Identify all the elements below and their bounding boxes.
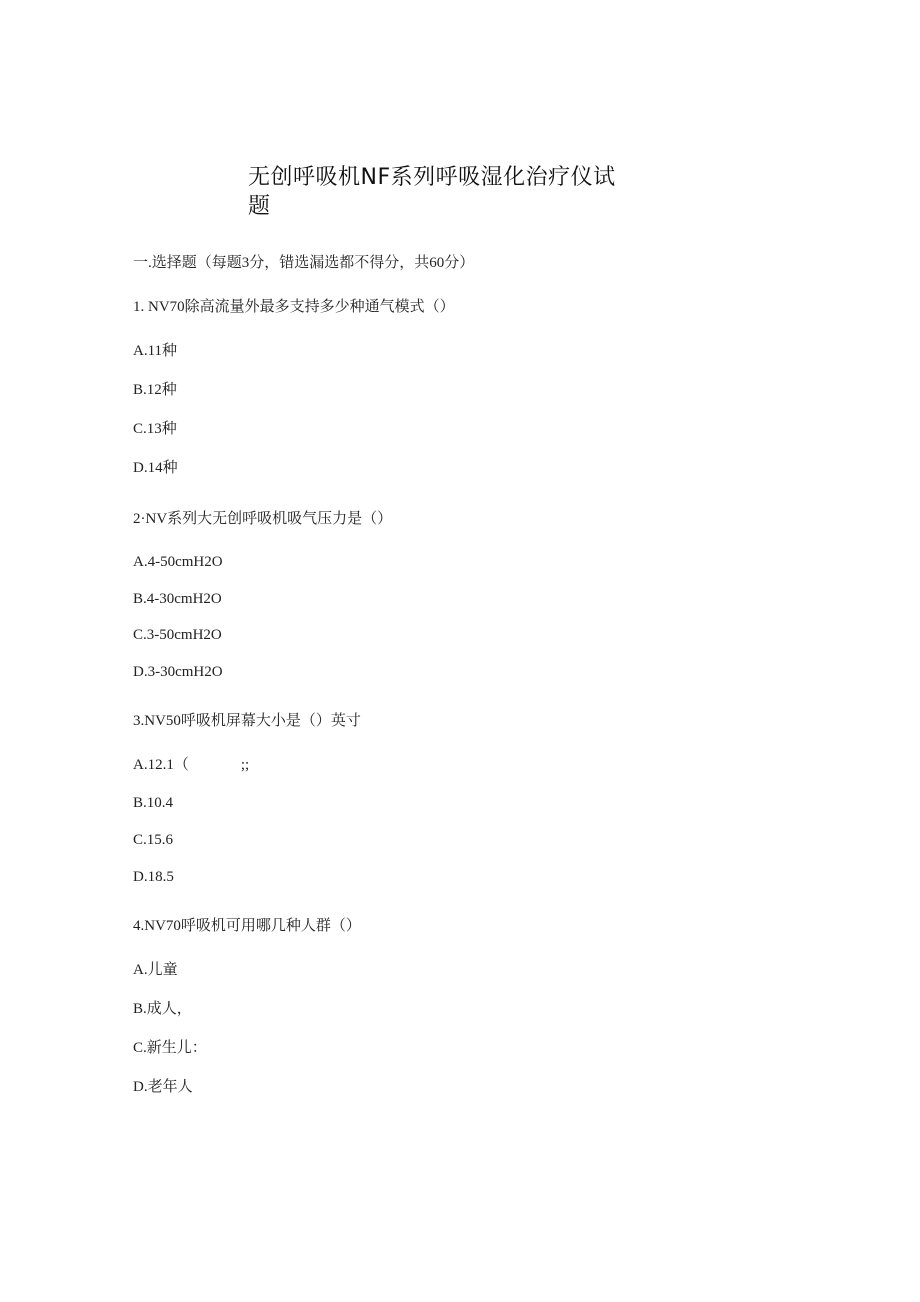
question-3-option-a: A.12.1（ (133, 757, 189, 773)
section-heading: 一.选择题（每题3分，错选漏选都不得分，共60分） (133, 255, 475, 271)
question-3-option-c: C.15.6 (133, 832, 174, 848)
question-3-option-b: B.10.4 (133, 795, 174, 811)
title-line-1: 无创呼吸机NF系列呼吸湿化治疗仪试 (248, 165, 616, 190)
question-2-stem: 2·NV系列大无创呼吸机吸气压力是（） (133, 511, 393, 527)
question-2-option-b: B.4-30cmH2O (133, 591, 222, 607)
question-4-option-b: B.成人， (133, 1001, 192, 1017)
question-1-option-b: B.12种 (133, 382, 177, 398)
question-1-stem: 1. NV70除高流量外最多支持多少种通气模式（） (133, 299, 455, 315)
question-1-option-a: A.11种 (133, 343, 178, 359)
document-title (248, 163, 648, 221)
question-3-stem: 3.NV50呼吸机屏幕大小是（）英寸 (133, 713, 361, 729)
title-line-2: 题 (248, 194, 271, 219)
question-3-option-a-trailing: ;; (240, 757, 250, 773)
question-3-option-a-line (133, 755, 249, 775)
question-2-option-a: A.4-50cmH2O (133, 554, 223, 570)
question-4-option-d: D.老年人 (133, 1079, 193, 1095)
question-4-option-c: C.新生儿： (133, 1040, 207, 1056)
question-1-option-c: C.13种 (133, 421, 177, 437)
question-2-option-c: C.3-50cmH2O (133, 627, 222, 643)
question-1-option-d: D.14种 (133, 460, 178, 476)
question-2-option-d: D.3-30cmH2O (133, 664, 223, 680)
question-4-stem: 4.NV70呼吸机可用哪几种人群（） (133, 918, 361, 934)
question-3-option-d: D.18.5 (133, 869, 174, 885)
question-4-option-a: A.儿童 (133, 962, 178, 978)
